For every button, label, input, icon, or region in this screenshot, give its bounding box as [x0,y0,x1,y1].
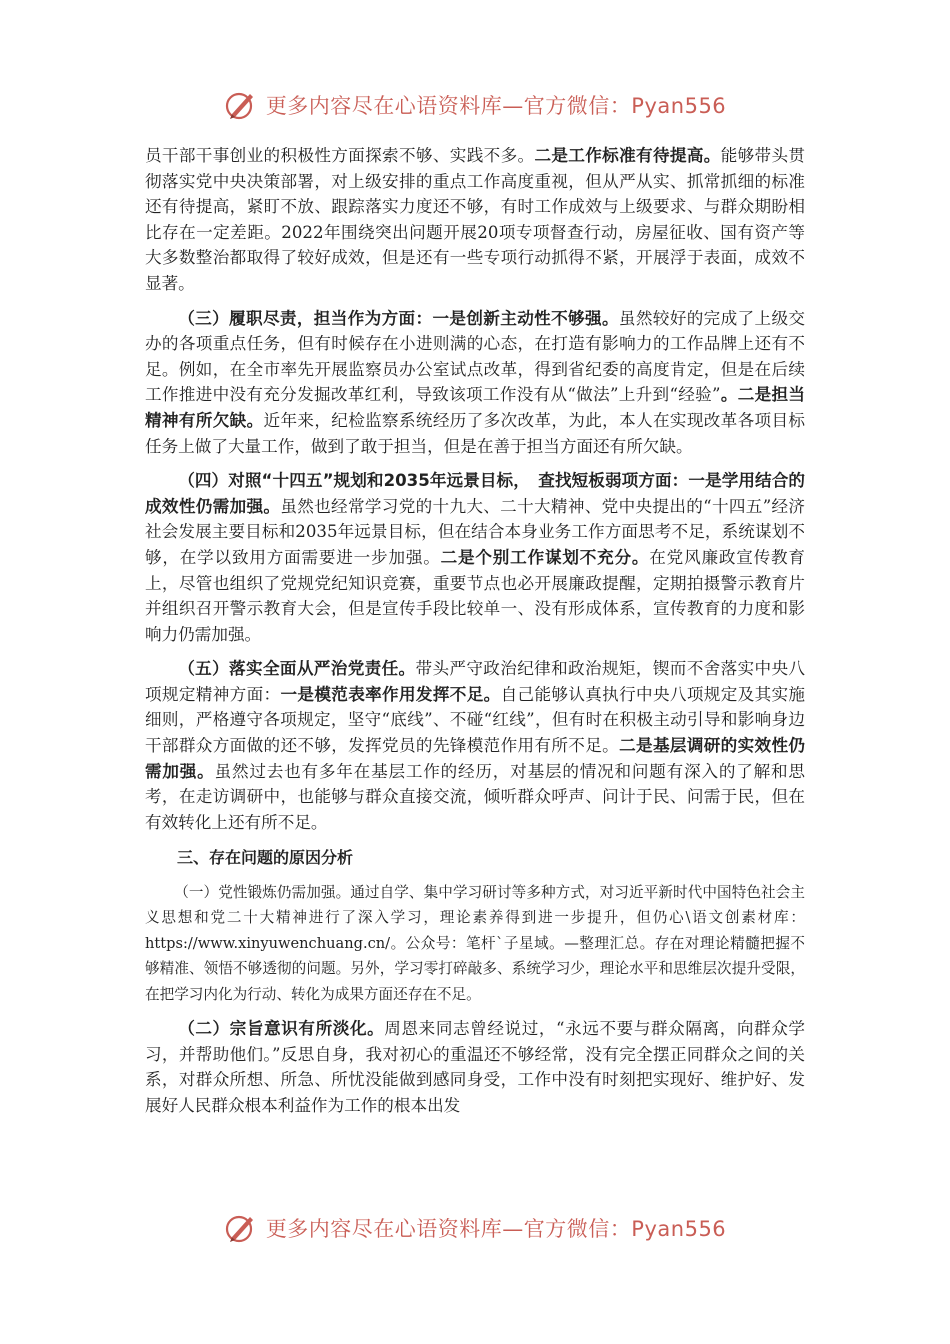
bold-text-run: （三）履职尽责，担当作为方面：一是创新主动性不够强。 [178,308,619,328]
text-run: 带头严守政治纪律和政治规矩，锲而不舍落实中央八项规定精神方面： [145,659,806,704]
bold-text-run: （四）对照“十四五”规划和2035年远景目标， 查找短板弱项方面：一是学用结合的成效性仍需加强。 [145,471,805,516]
text-run: （一）党性锻炼仍需加强。通过自学、集中学习研讨等多种方式，对习近平新时代中国特色社会主义思想和党二十大精神进行了深入学习，理论素养得到进一步提升，但仍心\语文创素材库：https://www.xinyuwenchuang.cn/。公众号：笔杆`子星域。—整理汇总。存在对理论精髓把握不够精准、领悟不够透彻的问题。另外，学习零打碎敲多、系统学习少，理论水平和思维层次提升受限，在把学习内化为行动、转化为成果方面还存在不足。 [145,884,805,1003]
paragraph [145,880,805,1007]
bold-text-run: （五）落实全面从严治党责任。 [178,659,416,679]
text-run: 周恩来同志曾经说过，“永远不要与群众隔离，向群众学习，并帮助他们。”反思自身，我对初心的重温还不够经常，没有完全摆正同群众之间的关系，对群众所想、所急、所忧没能做到感同身受，工作中没有时刻把实现好、维护好、发展好人民群众根本利益作为工作的根本出发 [145,1019,805,1115]
bold-text-run: 。二是担当精神有所欠缺。 [145,385,805,430]
bold-text-run: 二是基层调研的实效性仍需加强。 [145,736,806,781]
paragraph [145,1016,805,1118]
bold-text-run: 二是工作标准有待提高。 [534,146,721,165]
header-banner [0,85,950,125]
text-run: 在党风廉政宣传教育上，尽管也组织了党规党纪知识竞赛，重要节点也必开展廉政提醒，定期拍摄警示教育片并组织召开警示教育大会，但是宣传手段比较单一、没有形成体系，宣传教育的力度和影响力仍需加强。 [145,547,806,644]
paragraph [145,468,805,647]
text-run: 自己能够认真执行中央八项规定及其实施细则，严格遵守各项规定，坚守“底线”、不碰“红线”，但有时在积极主动引导和影响身边干部群众方面做的还不够，发挥党员的先锋模范作用有所不足。 [145,684,806,756]
text-run: 近年来，纪检监察系统经历了多次改革，为此，本人在实现改革各项目标任务上做了大量工作，做到了敢于担当，但是在善于担当方面还有所欠缺。 [145,410,806,456]
text-run: 虽然过去也有多年在基层工作的经历，对基层的情况和问题有深入的了解和思考，在走访调研中，也能够与群众直接交流，倾听群众呼声、问计于民、问需于民，但在有效转化上还有所不足。 [145,761,806,832]
bold-text-run: 二是个别工作谋划不充分。 [440,547,650,567]
paragraph [145,143,805,297]
text-run: 能够带头贯彻落实党中央决策部署，对上级安排的重点工作高度重视，但从严从实、抓常抓细的标准还有待提高，紧盯不放、跟踪落实力度还不够，有时工作成效与上级要求、与群众期盼相比存在一定差距。2022年围绕突出问题开展20项专项督查行动，房屋征收、国有资产等大多数整治都取得了较好成效，但是还有一些专项行动抓得不紧，开展浮于表面，成效不显著。 [145,146,806,293]
paragraph [145,656,805,835]
bold-text-run: （二）宗旨意识有所淡化。 [178,1019,385,1039]
document-body [145,143,805,1118]
pen-logo-icon [224,88,258,122]
text-run: 员干部干事创业的积极性方面探索不够、实践不多。 [145,146,535,165]
paragraph [145,306,805,460]
footer-banner [0,1208,950,1248]
bold-text-run: 三、存在问题的原因分析 [177,848,354,868]
section-heading [145,845,805,871]
banner-text: 更多内容尽在心语资料库—官方微信：Pyan556 [265,94,727,118]
text-run: 虽然也经常学习党的十九大、二十大精神、党中央提出的“十四五”经济社会发展主要目标和2035年远景目标，但在结合本身业务工作方面思考不足，系统谋划不够，在学以致用方面需要进一步加强。 [145,496,806,567]
text-run: 虽然较好的完成了上级交办的各项重点任务，但有时候存在小进则满的心态，在打造有影响力的工作品牌上还有不足。例如，在全市率先开展监察员办公室试点改革，得到省纪委的高度肯定，但是在后续工作推进中没有充分发掘改革红利，导致该项工作没有从“做法”上升到“经验” [145,308,806,405]
pen-logo-icon [224,1211,258,1245]
banner-text: 更多内容尽在心语资料库—官方微信：Pyan556 [265,1217,727,1241]
bold-text-run: 一是模范表率作用发挥不足。 [280,684,501,704]
